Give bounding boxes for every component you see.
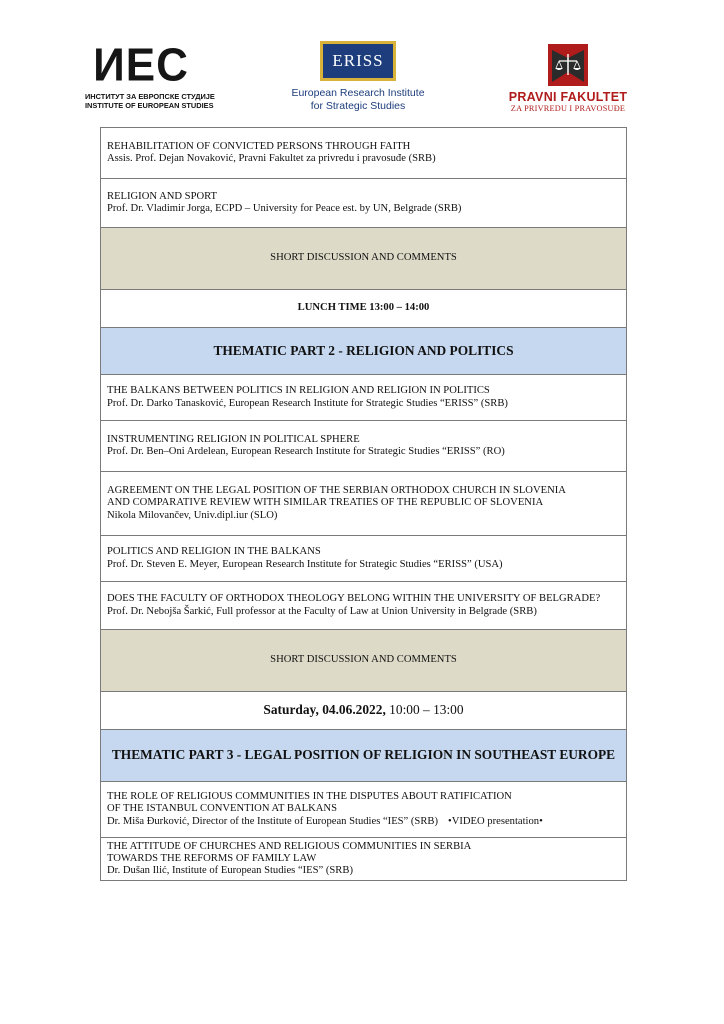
talk-speaker: Prof. Dr. Nebojša Šarkić, Full professor at the Faculty of Law at Union University in Belgrade (SRB): [107, 605, 537, 617]
discussion-row: [100, 630, 627, 692]
talk-title: REHABILITATION OF CONVICTED PERSONS THROUGH FAITH: [107, 140, 411, 152]
talk-title: INSTRUMENTING RELIGION IN POLITICAL SPHERE: [107, 433, 360, 445]
eriss-badge: ERISS: [320, 41, 396, 81]
talk-title: DOES THE FACULTY OF ORTHODOX THEOLOGY BELONG WITHIN THE UNIVERSITY OF BELGRADE?: [107, 593, 601, 605]
pravni-subtitle: ZA PRIVREDU I PRAVOSUĐE: [510, 104, 626, 113]
thematic-part-heading: [100, 730, 627, 782]
eriss-logo: [288, 41, 428, 113]
scales-book-icon: [546, 42, 590, 88]
talk-title: THE BALKANS BETWEEN POLITICS IN RELIGION AND RELIGION IN POLITICS: [107, 385, 490, 397]
ies-logo-line2: INSTITUTE OF EUROPEAN STUDIES: [85, 101, 214, 110]
program-row-talk: [100, 536, 627, 582]
program-row-talk: [100, 782, 627, 838]
program-row-talk: [100, 838, 627, 881]
eriss-caption-line1: European Research Institute: [291, 87, 425, 99]
video-presentation-note: •VIDEO presentation•: [448, 815, 543, 827]
talk-speaker: Dr. Miša Đurković, Director of the Institute of European Studies “IES” (SRB): [107, 815, 438, 827]
program-table: [100, 127, 627, 881]
ies-logo: [85, 39, 225, 110]
thematic-part-title: THEMATIC PART 2 - RELIGION AND POLITICS: [213, 342, 514, 358]
talk-title: THE ROLE OF RELIGIOUS COMMUNITIES IN THE DISPUTES ABOUT RATIFICATION OF THE ISTANBUL CONVENTION AT BALKANS: [107, 791, 512, 815]
date-day: Saturday, 04.06.2022,: [263, 702, 386, 718]
program-row-talk: [100, 128, 627, 179]
eriss-caption-line2: for Strategic Studies: [310, 100, 406, 112]
talk-speaker: Prof. Dr. Darko Tanasković, European Research Institute for Strategic Studies “ERISS” (SRB): [107, 397, 508, 409]
discussion-label: SHORT DISCUSSION AND COMMENTS: [270, 252, 457, 264]
date-time: 10:00 – 13:00: [389, 702, 464, 718]
date-row: [100, 692, 627, 730]
talk-title: POLITICS AND RELIGION IN THE BALKANS: [107, 546, 321, 558]
talk-speaker: Prof. Dr. Vladimir Jorga, ECPD – University for Peace est. by UN, Belgrade (SRB): [107, 203, 462, 214]
lunch-row: [100, 290, 627, 328]
ies-logo-line1: ИНСТИТУТ ЗА ЕВРОПСКЕ СТУДИЈЕ: [85, 92, 215, 101]
lunch-label: LUNCH TIME 13:00 – 14:00: [297, 302, 430, 314]
pravni-title: PRAVNI FAKULTET: [508, 90, 628, 104]
program-row-talk: [100, 582, 627, 630]
program-row-talk: [100, 472, 627, 536]
discussion-row: [100, 228, 627, 290]
talk-speaker: Assis. Prof. Dejan Novaković, Pravni Fakultet za privredu i pravosuđe (SRB): [107, 153, 436, 164]
program-row-talk: [100, 421, 627, 472]
header: [0, 0, 724, 125]
thematic-part-heading: [100, 328, 627, 375]
talk-speaker: Dr. Dušan Ilić, Institute of European Studies “IES” (SRB): [107, 865, 353, 877]
thematic-part-title: THEMATIC PART 3 - LEGAL POSITION OF RELIGION IN SOUTHEAST EUROPE: [111, 747, 616, 763]
program-row-talk: [100, 179, 627, 228]
talk-title: THE ATTITUDE OF CHURCHES AND RELIGIOUS COMMUNITIES IN SERBIA TOWARDS THE REFORMS OF FAMILY LAW: [107, 840, 472, 864]
talk-speaker: Prof. Dr. Steven E. Meyer, European Research Institute for Strategic Studies “ERISS” (USA): [107, 558, 503, 570]
talk-speaker: Prof. Dr. Ben–Oni Ardelean, European Research Institute for Strategic Studies “ERISS” (RO): [107, 446, 505, 457]
talk-title: RELIGION AND SPORT: [107, 190, 218, 202]
pravni-logo: [503, 42, 633, 114]
ies-logo-mark: ИЕС: [93, 39, 189, 92]
talk-title: AGREEMENT ON THE LEGAL POSITION OF THE SERBIAN ORTHODOX CHURCH IN SLOVENIA AND COMPARATIVE REVIEW WITH SIMILAR TREATIES OF THE REPUBLIC OF SLOVENIA: [107, 485, 566, 509]
talk-speaker: Nikola Milovančev, Univ.dipl.iur (SLO): [107, 509, 278, 521]
discussion-label: SHORT DISCUSSION AND COMMENTS: [270, 654, 457, 666]
program-row-talk: [100, 375, 627, 421]
